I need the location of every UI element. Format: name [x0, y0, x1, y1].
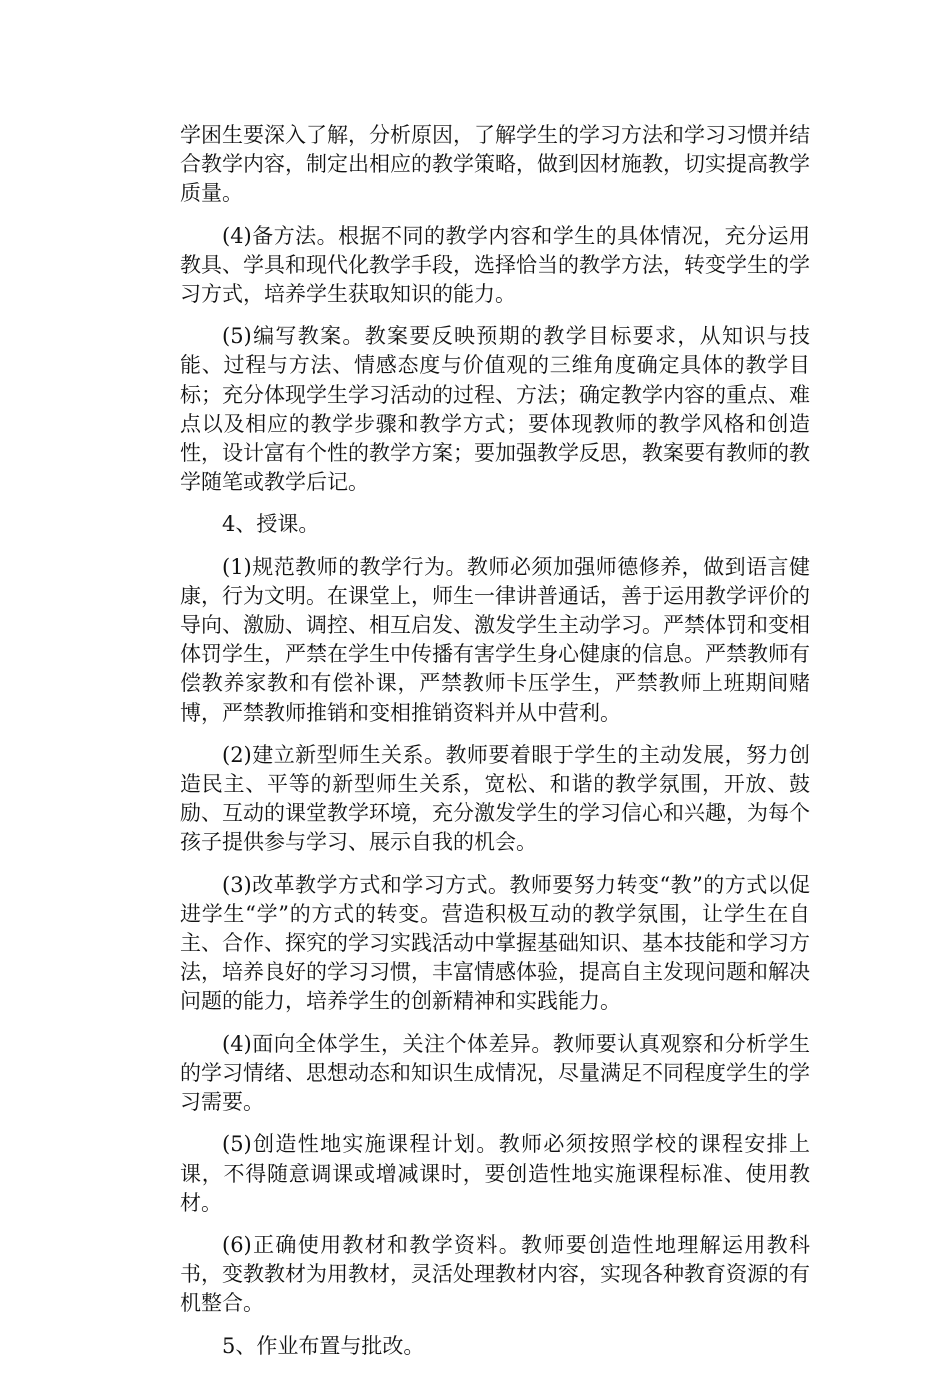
paragraph-write-lesson-plan: (5)编写教案。教案要反映预期的教学目标要求，从知识与技能、过程与方法、情感态度与价值观的三维角度确定具体的教学目标；充分体现学生学习活动的过程、方法；确定教学内容的重点、难点以及相应的教学步骤和教学方式；要体现教师的教学风格和创造性，设计富有个性的教学方案；要加强教学反思，教案要有教师的教学随笔或教学后记。: [180, 324, 810, 495]
paragraph-continuation: 学困生要深入了解，分析原因，了解学生的学习方法和学习习惯并结合教学内容，制定出相应的教学策略，做到因材施教，切实提高教学质量。: [180, 123, 810, 206]
section-heading-homework: 5、作业布置与批改。: [222, 1333, 425, 1358]
paragraph-prepare-methods: (4)备方法。根据不同的教学内容和学生的具体情况，充分运用教具、学具和现代化教学手段，选择恰当的教学方法，转变学生的学习方式，培养学生获取知识的能力。: [180, 223, 810, 307]
paragraph-curriculum-plan: (5)创造性地实施课程计划。教师必须按照学校的课程安排上课，不得随意调课或增减课时，要创造性地实施课程标准、使用教材。: [180, 1132, 810, 1215]
section-heading-teaching: 4、授课。: [222, 512, 320, 537]
document-body: [180, 121, 810, 1374]
paragraph-teacher-student-relation: (2)建立新型师生关系。教师要着眼于学生的主动发展，努力创造民主、平等的新型师生关系，宽松、和谐的教学氛围，开放、鼓励、互动的课堂教学环境，充分激发学生的学习信心和兴趣，为每个孩子提供参与学习、展示自我的机会。: [180, 742, 810, 855]
paragraph-teaching-materials: (6)正确使用教材和教学资料。教师要创造性地理解运用教科书，变教教材为用教材，灵活处理教材内容，实现各种教育资源的有机整合。: [180, 1232, 810, 1316]
paragraph-teacher-conduct: (1)规范教师的教学行为。教师必须加强师德修养，做到语言健康，行为文明。在课堂上，师生一律讲普通话，善于运用教学评价的导向、激励、调控、相互启发、激发学生主动学习。严禁体罚和变相体罚学生，严禁在学生中传播有害学生身心健康的信息。严禁教师有偿教养家教和有偿补课，严禁教师卡压学生，严禁教师上班期间赌博，严禁教师推销和变相推销资料并从中营利。: [180, 554, 810, 725]
paragraph-teaching-reform: (3)改革教学方式和学习方式。教师要努力转变“教”的方式以促进学生“学”的方式的转变。营造积极互动的教学氛围，让学生在自主、合作、探究的学习实践活动中掌握基础知识、基本技能和学习方法，培养良好的学习习惯，丰富情感体验，提高自主发现问题和解决问题的能力，培养学生的创新精神和实践能力。: [180, 872, 810, 1014]
paragraph-all-students: (4)面向全体学生，关注个体差异。教师要认真观察和分析学生的学习情绪、思想动态和知识生成情况，尽量满足不同程度学生的学习需要。: [180, 1031, 810, 1115]
